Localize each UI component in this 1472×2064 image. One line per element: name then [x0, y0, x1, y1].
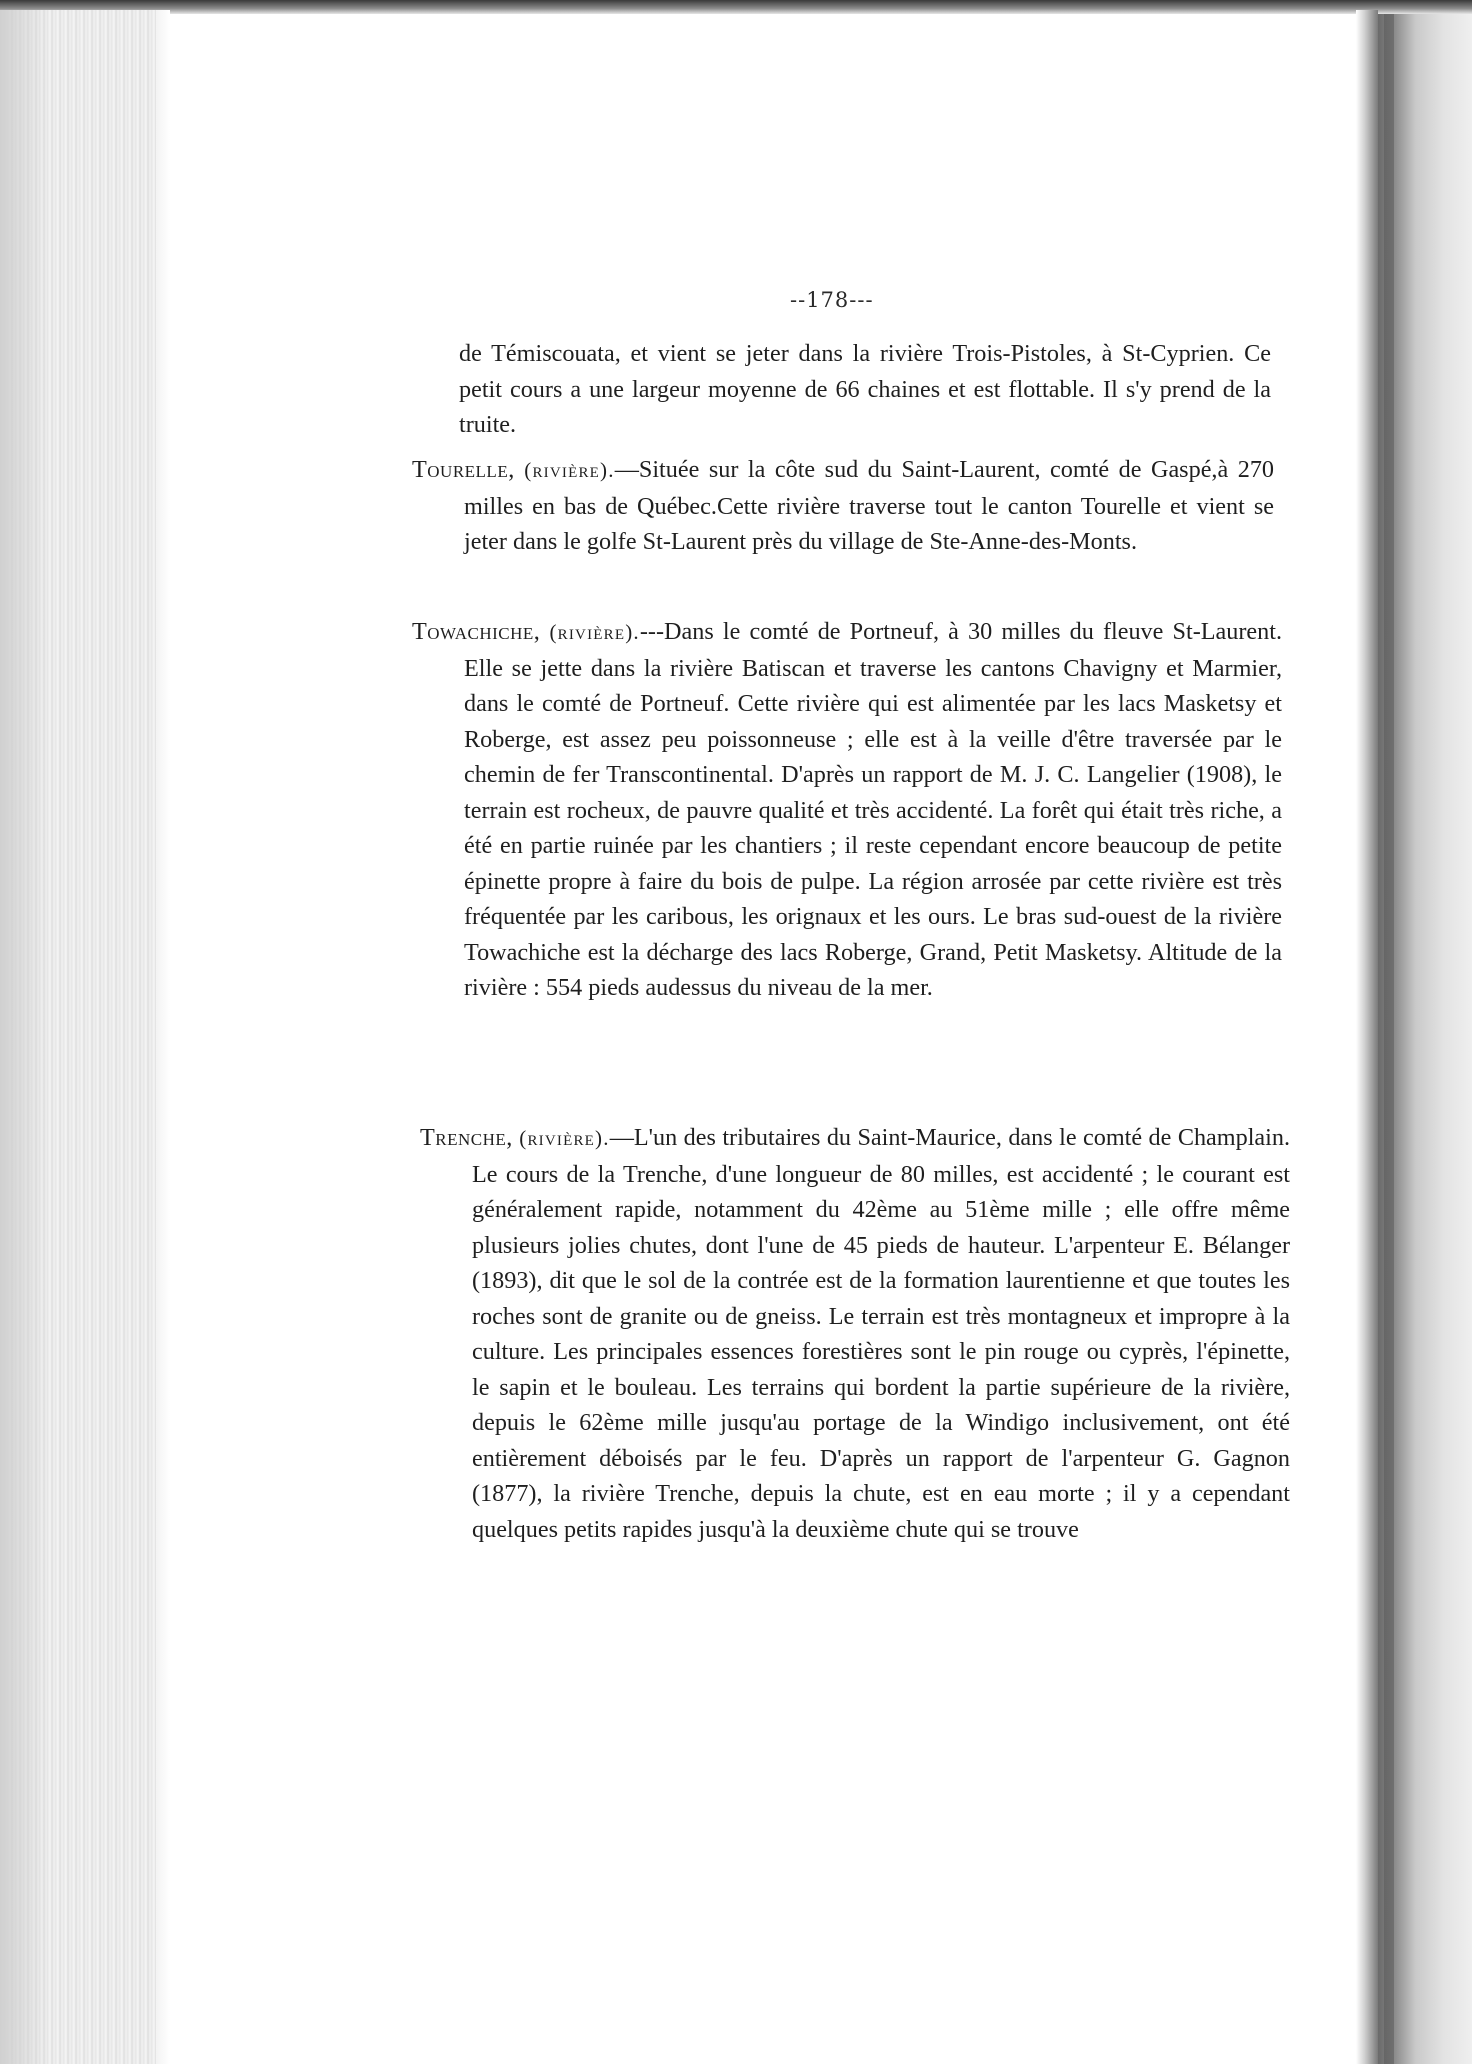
entry-body: ---Dans le comté de Portneuf, à 30 milles du fleuve St-Laurent. Elle se jette dans la rivière Batiscan et traverse les cantons Chavigny et Marmier, dans le comté de Portneuf. Cette rivière qui est alimentée par les lacs Masketsy et Roberge, est assez peu poissonneuse ; elle est à la veille d'être traversée par le chemin de fer Transcontinental. D'après un rapport de M. J. C. Langelier (1908), le terrain est rocheux, de pauvre qualité et très accidenté. La forêt qui était très riche, a été en partie ruinée par les chantiers ; il reste cependant encore beaucoup de petite épinette propre à faire du bois de pulpe. La région arrosée par cette rivière est très fréquentée par les caribous, les orignaux et les ours. Le bras sud-ouest de la rivière Towachiche est la décharge des lacs Roberge, Grand, Petit Masketsy. Altitude de la rivière : 554 pieds audessus du niveau de la mer. — [464, 618, 1283, 1001]
continuation-paragraph — [459, 336, 1271, 443]
entry-type: (rivière). — [549, 620, 640, 644]
book-page-edges — [0, 10, 170, 2064]
entry-headword: Trenche, — [420, 1124, 513, 1151]
page-gutter-shadow — [1356, 10, 1378, 2064]
entry-tourelle — [412, 452, 1274, 560]
facing-page-edge — [1378, 14, 1472, 2064]
entry-body: —L'un des tributaires du Saint-Maurice, dans le comté de Champlain. Le cours de la Trenche, d'une longueur de 80 milles, est accidenté ; le courant est généralement rapide, notamment du 42ème au 51ème mille ; elle offre même plusieurs jolies chutes, dont l'une de 45 pieds de hauteur. L'arpenteur E. Bélanger (1893), dit que le sol de la contrée est de la formation laurentienne et que toutes les roches sont de granite ou de gneiss. Le terrain est très montagneux et impropre à la culture. Les principales essences forestières sont le pin rouge ou cyprès, l'épinette, le sapin et le bouleau. Les terrains qui bordent la partie supérieure de la rivière, depuis le 62ème mille jusqu'au portage de la Windigo inclusivement, ont été entièrement déboisés par le feu. D'après un rapport de l'arpenteur G. Gagnon (1877), la rivière Trenche, depuis la chute, est en eau morte ; il y a cependant quelques petits rapides jusqu'à la deuxième chute qui se trouve — [472, 1124, 1291, 1543]
entry-headword: Tourelle, — [412, 456, 515, 483]
entry-body: —Située sur la côte sud du Saint-Laurent, comté de Gaspé,à 270 milles en bas de Québec.Cette rivière traverse tout le canton Tourelle et vient se jeter dans le golfe St-Laurent près du village de Ste-Anne-des-Monts. — [464, 456, 1275, 555]
continuation-text: de Témiscouata, et vient se jeter dans la rivière Trois-Pistoles, à St-Cyprien. Ce petit cours a une largeur moyenne de 66 chaines et est flottable. Il s'y prend de la truite. — [459, 340, 1271, 438]
entry-trenche — [420, 1120, 1290, 1547]
entry-type: (rivière). — [524, 458, 615, 482]
entry-paragraph — [412, 614, 1282, 1006]
spine-edge — [1384, 14, 1394, 2064]
entry-paragraph — [412, 452, 1274, 560]
entry-towachiche — [412, 614, 1282, 1006]
entry-type: (rivière). — [519, 1126, 610, 1150]
top-shadow — [0, 0, 1472, 14]
entry-headword: Towachiche, — [412, 618, 541, 645]
page-number: --178--- — [790, 288, 874, 312]
entry-paragraph — [420, 1120, 1290, 1547]
